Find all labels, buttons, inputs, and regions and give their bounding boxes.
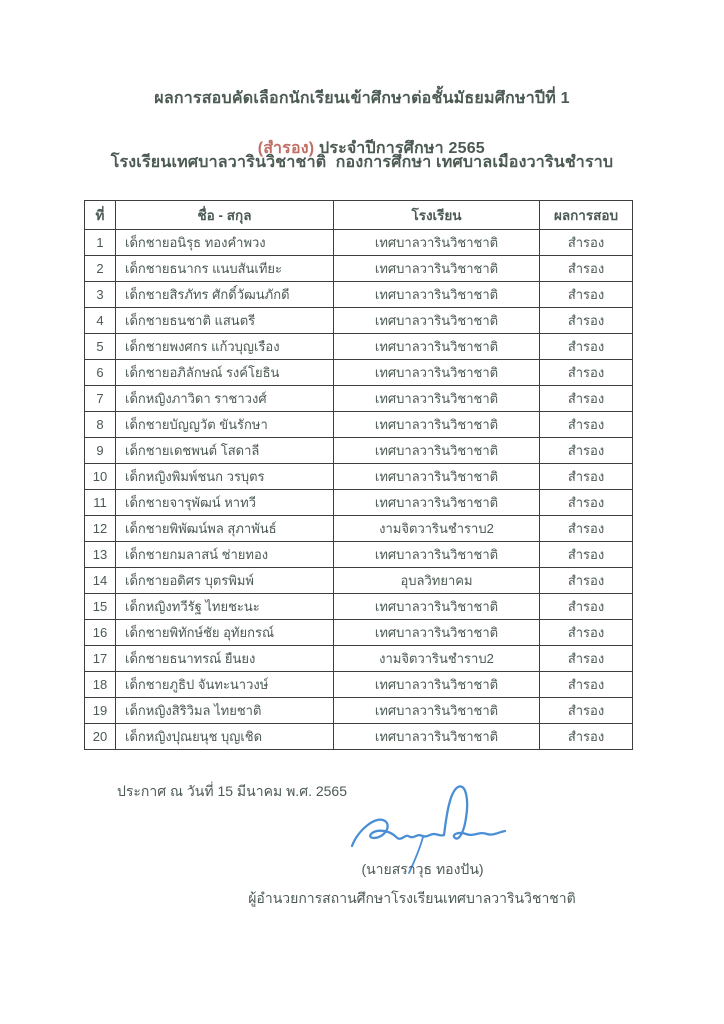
student-name: เด็กชายพิทักษ์ชัย อุทัยกรณ์ (116, 620, 334, 646)
student-name: เด็กหญิงพิมพ์ชนก วรบุตร (116, 464, 334, 490)
exam-result: สำรอง (540, 620, 633, 646)
table-row (85, 256, 633, 282)
school-department-line: โรงเรียนเทศบาลวารินวิชาชาติ กองการศึกษา เทศบาลเมืองวารินชำราบ (110, 154, 614, 171)
exam-result: สำรอง (540, 542, 633, 568)
table-row (85, 334, 633, 360)
student-name: เด็กชายธนชาติ แสนตรี (116, 308, 334, 334)
exam-result: สำรอง (540, 594, 633, 620)
exam-result: สำรอง (540, 282, 633, 308)
exam-result: สำรอง (540, 360, 633, 386)
student-name: เด็กชายพงศกร แก้วบุญเรือง (116, 334, 334, 360)
table-row (85, 620, 633, 646)
row-number: 8 (85, 412, 116, 438)
signer-title: ผู้อำนวยการสถานศึกษาโรงเรียนเทศบาลวารินวิชาชาติ (248, 890, 576, 906)
school-name: เทศบาลวารินวิชาชาติ (334, 386, 540, 412)
academic-year-label: ประจำปีการศึกษา 2565 (314, 140, 485, 157)
exam-result: สำรอง (540, 672, 633, 698)
table-row (85, 516, 633, 542)
row-number: 1 (85, 230, 116, 256)
student-name: เด็กชายกมลาสน์ ช่ายทอง (116, 542, 334, 568)
table-row (85, 698, 633, 724)
school-name: เทศบาลวารินวิชาชาติ (334, 412, 540, 438)
row-number: 5 (85, 334, 116, 360)
student-name: เด็กชายพิพัฒน์พล สุภาพันธ์ (116, 516, 334, 542)
table-row (85, 490, 633, 516)
table-row (85, 308, 633, 334)
table-row (85, 724, 633, 750)
row-number: 13 (85, 542, 116, 568)
school-name: เทศบาลวารินวิชาชาติ (334, 334, 540, 360)
school-name: เทศบาลวารินวิชาชาติ (334, 464, 540, 490)
exam-result: สำรอง (540, 646, 633, 672)
column-header-no: ที่ (85, 201, 116, 230)
row-number: 12 (85, 516, 116, 542)
table-body (85, 230, 633, 750)
exam-result: สำรอง (540, 724, 633, 750)
column-header-result: ผลการสอบ (540, 201, 633, 230)
student-name: เด็กชายภูธิป จันทะนาวงษ์ (116, 672, 334, 698)
table-row (85, 646, 633, 672)
announcement-date: ประกาศ ณ วันที่ 15 มีนาคม พ.ศ. 2565 (117, 783, 348, 799)
school-name: เทศบาลวารินวิชาชาติ (334, 256, 540, 282)
exam-result: สำรอง (540, 490, 633, 516)
student-name: เด็กชายธนากร แนบสันเทียะ (116, 256, 334, 282)
student-name: เด็กชายสิรภัทร ศักดิ์วัฒนภักดี (116, 282, 334, 308)
reserve-list-label: (สำรอง) (257, 140, 315, 157)
student-name: เด็กหญิงภาวิดา ราชาวงศ์ (116, 386, 334, 412)
table-row (85, 360, 633, 386)
school-name: เทศบาลวารินวิชาชาติ (334, 282, 540, 308)
school-name: อุบลวิทยาคม (334, 568, 540, 594)
exam-result: สำรอง (540, 568, 633, 594)
exam-result: สำรอง (540, 516, 633, 542)
table-row (85, 464, 633, 490)
school-name: เทศบาลวารินวิชาชาติ (334, 490, 540, 516)
row-number: 11 (85, 490, 116, 516)
school-name: เทศบาลวารินวิชาชาติ (334, 594, 540, 620)
row-number: 14 (85, 568, 116, 594)
exam-result: สำรอง (540, 230, 633, 256)
table-row (85, 412, 633, 438)
school-name: เทศบาลวารินวิชาชาติ (334, 360, 540, 386)
table-row (85, 438, 633, 464)
row-number: 3 (85, 282, 116, 308)
school-name: เทศบาลวารินวิชาชาติ (334, 438, 540, 464)
school-name: งามจิตวารินชำราบ2 (334, 646, 540, 672)
school-name: เทศบาลวารินวิชาชาติ (334, 542, 540, 568)
student-name: เด็กหญิงสิริวิมล ไทยชาติ (116, 698, 334, 724)
student-name: เด็กชายธนาทรณ์ ยืนยง (116, 646, 334, 672)
exam-result: สำรอง (540, 464, 633, 490)
school-name: เทศบาลวารินวิชาชาติ (334, 230, 540, 256)
student-name: เด็กชายเดชพนต์ โสดาลี (116, 438, 334, 464)
exam-result: สำรอง (540, 308, 633, 334)
table-row (85, 230, 633, 256)
table-row (85, 282, 633, 308)
exam-result: สำรอง (540, 698, 633, 724)
exam-result: สำรอง (540, 438, 633, 464)
school-name: งามจิตวารินชำราบ2 (334, 516, 540, 542)
student-name: เด็กชายอภิลักษณ์ รงค์โยธิน (116, 360, 334, 386)
table-row (85, 568, 633, 594)
student-name: เด็กชายอดิศร บุตรพิมพ์ (116, 568, 334, 594)
student-name: เด็กชายอนิรุธ ทองคำพวง (116, 230, 334, 256)
student-name: เด็กชายบัญญวัต ขันรักษา (116, 412, 334, 438)
row-number: 9 (85, 438, 116, 464)
student-name: เด็กหญิงทวีรัฐ ไทยชะนะ (116, 594, 334, 620)
row-number: 4 (85, 308, 116, 334)
table-row (85, 386, 633, 412)
school-name: เทศบาลวารินวิชาชาติ (334, 698, 540, 724)
table-row (85, 672, 633, 698)
school-name: เทศบาลวารินวิชาชาติ (334, 672, 540, 698)
row-number: 15 (85, 594, 116, 620)
row-number: 16 (85, 620, 116, 646)
row-number: 20 (85, 724, 116, 750)
school-name: เทศบาลวารินวิชาชาติ (334, 308, 540, 334)
exam-result: สำรอง (540, 334, 633, 360)
table-header-row (85, 201, 633, 230)
row-number: 2 (85, 256, 116, 282)
row-number: 6 (85, 360, 116, 386)
row-number: 7 (85, 386, 116, 412)
document-title: ผลการสอบคัดเลือกนักเรียนเข้าศึกษาต่อชั้นมัธยมศึกษาปีที่ 1 (154, 90, 570, 107)
exam-result: สำรอง (540, 386, 633, 412)
row-number: 10 (85, 464, 116, 490)
column-header-name: ชื่อ - สกุล (116, 201, 334, 230)
row-number: 19 (85, 698, 116, 724)
row-number: 18 (85, 672, 116, 698)
signer-name: (นายสราวุธ ทองปัน) (361, 861, 484, 877)
table-row (85, 542, 633, 568)
column-header-school: โรงเรียน (334, 201, 540, 230)
school-name: เทศบาลวารินวิชาชาติ (334, 620, 540, 646)
row-number: 17 (85, 646, 116, 672)
exam-result: สำรอง (540, 412, 633, 438)
school-name: เทศบาลวารินวิชาชาติ (334, 724, 540, 750)
exam-result: สำรอง (540, 256, 633, 282)
student-name: เด็กหญิงปุณยนุช บุญเชิด (116, 724, 334, 750)
results-table (84, 200, 633, 750)
student-name: เด็กชายจารุพัฒน์ หาทวี (116, 490, 334, 516)
table-row (85, 594, 633, 620)
